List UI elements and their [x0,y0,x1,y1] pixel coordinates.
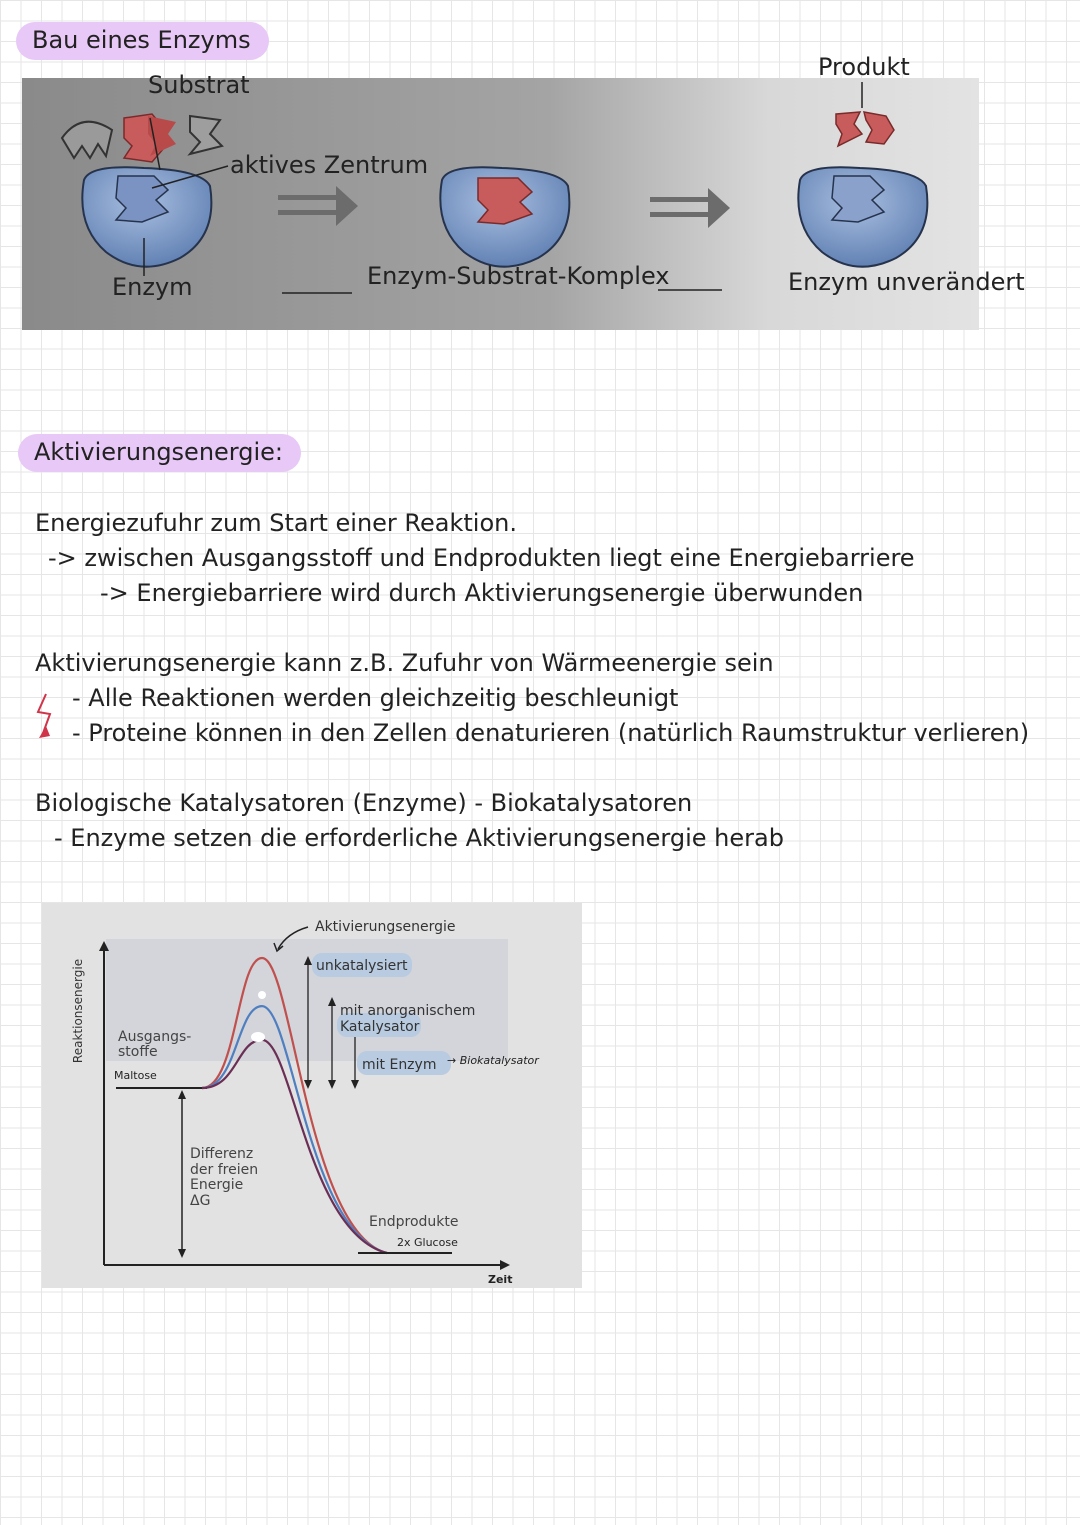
paragraph-line: -> zwischen Ausgangsstoff und Endprodukten liegt eine Energiebarriere [48,544,915,572]
label-glucose: 2x Glucose [397,1236,458,1249]
label-endprodukte: Endprodukte [369,1214,459,1230]
label-maltose: Maltose [114,1069,157,1082]
legend-anorganisch-line2: Katalysator [340,1019,420,1035]
label-substrat: Substrat [148,71,250,99]
section-title-aktivierungsenergie: Aktivierungsenergie: [18,434,301,472]
label-start-1: Ausgangs- [118,1029,192,1045]
legend-anorganisch-line1: mit anorganischem [340,1003,476,1019]
label-enzym-unveraendert: Enzym unverändert [788,268,1025,296]
x-axis-label: Zeit [488,1273,513,1286]
y-axis-label: Reaktionsenergie [71,958,85,1064]
paragraph-line: - Alle Reaktionen werden gleichzeitig beschleunigt [72,684,679,712]
label-delta-4: ΔG [190,1193,211,1209]
paragraph-line: - Enzyme setzen die erforderliche Aktivierungsenergie herab [54,824,784,852]
section-title-bau: Bau eines Enzyms [16,22,269,60]
label-produkt: Produkt [818,53,910,81]
activation-energy-chart [42,903,582,1288]
lightning-icon [36,692,58,740]
label-aktives-zentrum: aktives Zentrum [230,151,429,179]
label-delta-2: der freien [190,1162,259,1178]
enzyme-structure-figure [0,50,1080,340]
paragraph-line: -> Energiebarriere wird durch Aktivierungsenergie überwunden [100,579,864,607]
paragraph-line: Aktivierungsenergie kann z.B. Zufuhr von Wärmeenergie sein [35,649,774,677]
legend-unkatalysiert: unkatalysiert [316,958,408,974]
label-start-2: stoffe [118,1044,158,1060]
handwritten-note: → Biokatalysator [447,1054,539,1067]
legend-enzym: mit Enzym [362,1057,437,1073]
label-delta-1: Differenz [190,1146,254,1162]
label-komplex: Enzym-Substrat-Komplex [367,262,670,290]
chart-annotation-top: Aktivierungsenergie [315,919,456,935]
label-enzym: Enzym [112,273,193,301]
label-delta-3: Energie [190,1177,244,1193]
paragraph-line: Biologische Katalysatoren (Enzyme) - Biokatalysatoren [35,789,693,817]
paragraph-line: Energiezufuhr zum Start einer Reaktion. [35,509,517,537]
paragraph-line: - Proteine können in den Zellen denaturieren (natürlich Raumstruktur verlieren) [72,719,1030,747]
